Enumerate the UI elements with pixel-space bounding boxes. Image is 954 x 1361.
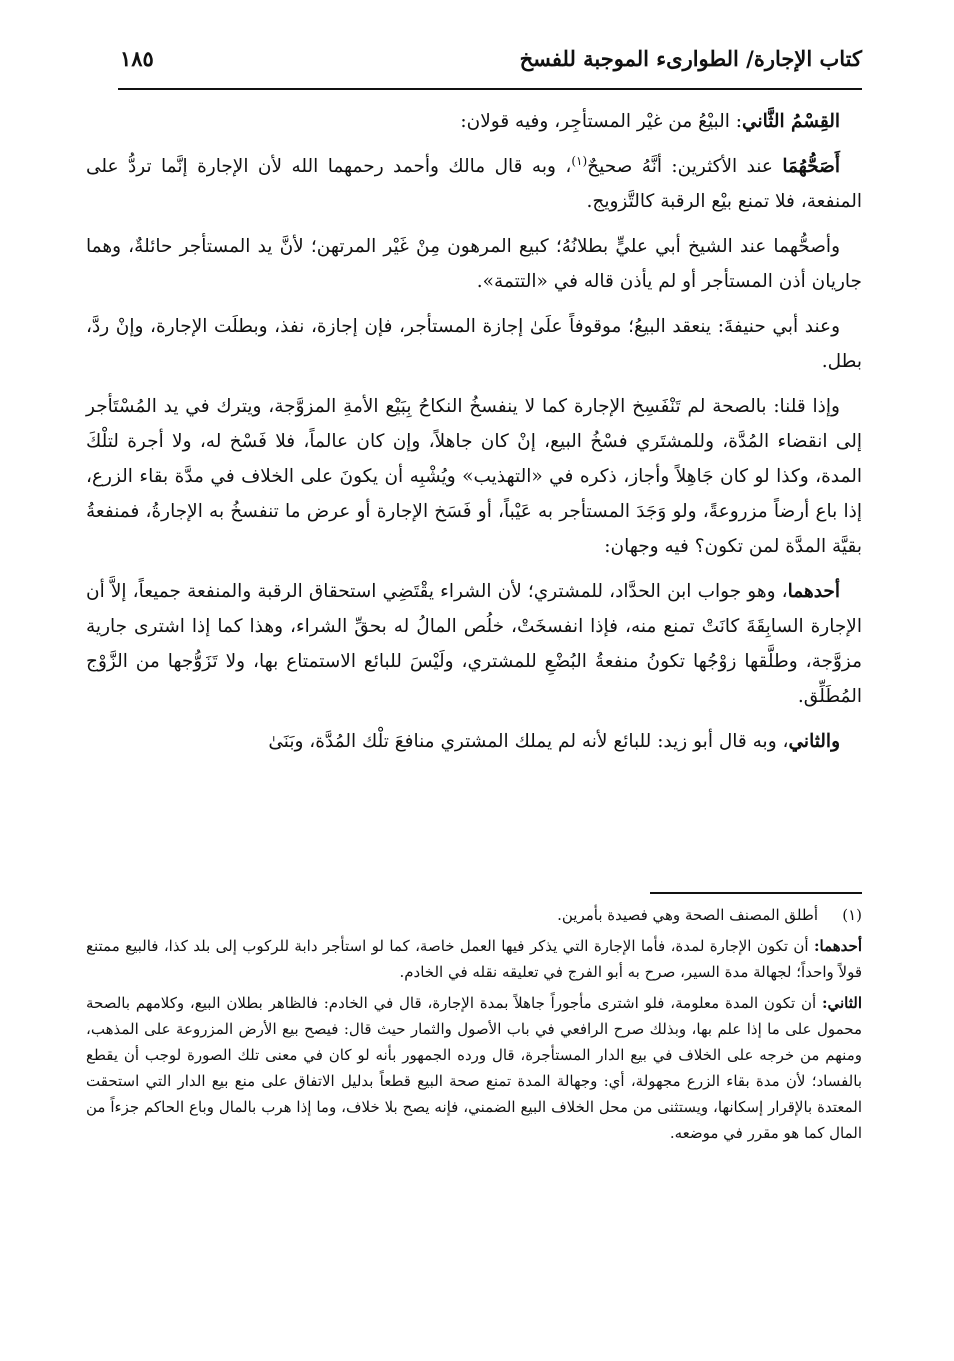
footnote-intro-text: أطلق المصنف الصحة وهي فصيدة بأمرين. [557,906,818,924]
first-view-text: ، وهو جواب ابن الحدَّاد، للمشتري؛ لأن الشراء يقْتَضِي استحقاق الرقبة والمنفعة جميعاً، إلاَّ أن الإجارة السابِقَةَ كانَتْ تمنع منه، فإذا انفسخَتْ، خلُص المالُ له بحقِّ الشراء، وهذا كما إذا اشترى جارية مزوَّجة، وطلَّقها زوْجُها تكونُ منفعةُ البُضْعِ للمشتري، ولَيْسَ للبائع الاستمتاع بها، ولا تَزَوُّجها من الزَّوْج المُطَلِّق. [86,581,862,707]
condition-a-heading: أحدهما: [813,937,862,955]
paragraph-validity: وإذا قلنا: بالصحة لم تَنْفَسِخ الإجارة كما لا ينفسخُ النكاحُ بِبَيْع الأمةِ المزوَّجة، ويترك في يد المُسْتَأجر إلى انقضاء المُدَّة، وللمشتَري فسْخُ البيع، إنْ كان جاهلاً، وإن كان عالماً، فلا فَسْخ له، ولا أجرة لتلْكَ المدة، وكذا لو كان جَاهِلاً وأجاز، ذكره في «التهذيب» ويُشْبِه أن يكونَ على الخلاف في مدَّة بقاء الزرع، إذا باع أرضاً مزروعةً، ولو وَجَدَ المستأجر به عَيْباً، أو فَسَخ الإجارة أو عرض ما تنفسخُ به الإجارةُ، فمنفعةُ بقيَّة المدَّة لمن تكون؟ فيه وجهان: [86,396,862,557]
second-view-text: ، وبه قال أبو زيد: للبائع لأنه لم يملك المشتري منافعَ تلْك المُدَّة، وبَنَىٰ [268,731,789,752]
paragraph-section-two [86,104,862,139]
paragraph-second-view [86,724,862,759]
opinion-text-b: ، وبه قال مالك وأحمد رحمهما الله لأن الإجارة إنَّما تردُّ على المنفعة، فلا تمنع بيْع الرقبة كالتَّزويج. [86,156,862,212]
footnotes [86,902,862,1151]
page-number: ١٨٥ [120,46,154,71]
page-header [118,44,862,90]
footnote-separator [650,892,862,894]
condition-b-heading: الثاني: [821,994,862,1012]
condition-b-text: أن تكون المدة معلومة، فلو اشترى مأجوراً جاهلاً بمدة الإجارة، قال في الخادم: فالظاهر بطلان البيع، وكلامهم بالصحة محمول على ما إذا علم بها، وبذلك صرح الرافعي في باب الأصول والثمار حيث قال: فيصح بيع الأرض المزروعة على المذهب، ومنهم من خرجه على الخلاف في بيع الدار المستأجرة، قال ورده الجمهور بأنه لو كان في معنى تلك الصورة لوجب أن يقطع بالفساد؛ لأن مدة بقاء الزرع مجهولة، أي: وجهالة المدة تمنع صحة البيع قطعاً بدليل الاتفاق على منع بيع الدار التي استحقت المعتدة بالإقرار إسكانها، ويستثنى من محل الخلاف البيع الضمني، فإنه يصح بلا خلاف، وما إذا هرب بالمال وباع الحاكم جزءاً من المال كما هو مقرر في موضعه. [86,994,862,1142]
paragraph-first-view [86,574,862,714]
opinion-heading: أَصَحُّهُمَا [782,156,840,177]
footnote-1-intro [86,902,862,928]
footnote-1-condition-a [86,933,862,985]
paragraph-second-opinion: وأصحُّهما عند الشيخ أبي عليٍّ بطلانُهُ؛ كبيع المرهون مِنْ غَيْر المرتهن؛ لأنَّ يد المستأجر حائلةٌ، وهما جاريان أذن المستأجر أو لم يأذن قاله في «التتمة». [86,236,862,292]
second-view-heading: والثاني [788,731,840,752]
footnote-reference: (١) [571,153,588,168]
condition-a-text: أن تكون الإجارة لمدة، فأما الإجارة التي يذكر فيها العمل خاصة، كما لو استأجر دابة للركوب إلى بلد كذا، فالبيع ممتنع قولاً واحداً؛ لجهالة مدة السير، صرح به أبو الفرج في تعليقه نقله في الخادم. [86,937,862,981]
main-text [86,104,862,769]
opinion-text-a: عند الأكثرين: أنَّهُ صحيحٌ [587,156,783,177]
section-heading-rest: : البيْعُ من غيْر المستأجِر، وفيه قولان: [460,111,743,132]
footnote-number: (١) [842,906,862,924]
section-heading: القِسْمُ الثَّاني [742,111,840,132]
paragraph-abu-hanifa: وعند أبي حنيفةَ: ينعقد البيعُ؛ موقوفاً علَىٰ إجازة المستأجر، فإن إجازة، نفذ، وبطلَت الإجارة، وإنْ ردَّ، بطل. [86,316,862,372]
first-view-heading: أحدهما [787,581,840,602]
paragraph-first-opinion [86,149,862,219]
running-title: كتاب الإجارة/ الطوارىء الموجبة للفسخ [519,46,862,71]
footnote-1-condition-b [86,990,862,1146]
